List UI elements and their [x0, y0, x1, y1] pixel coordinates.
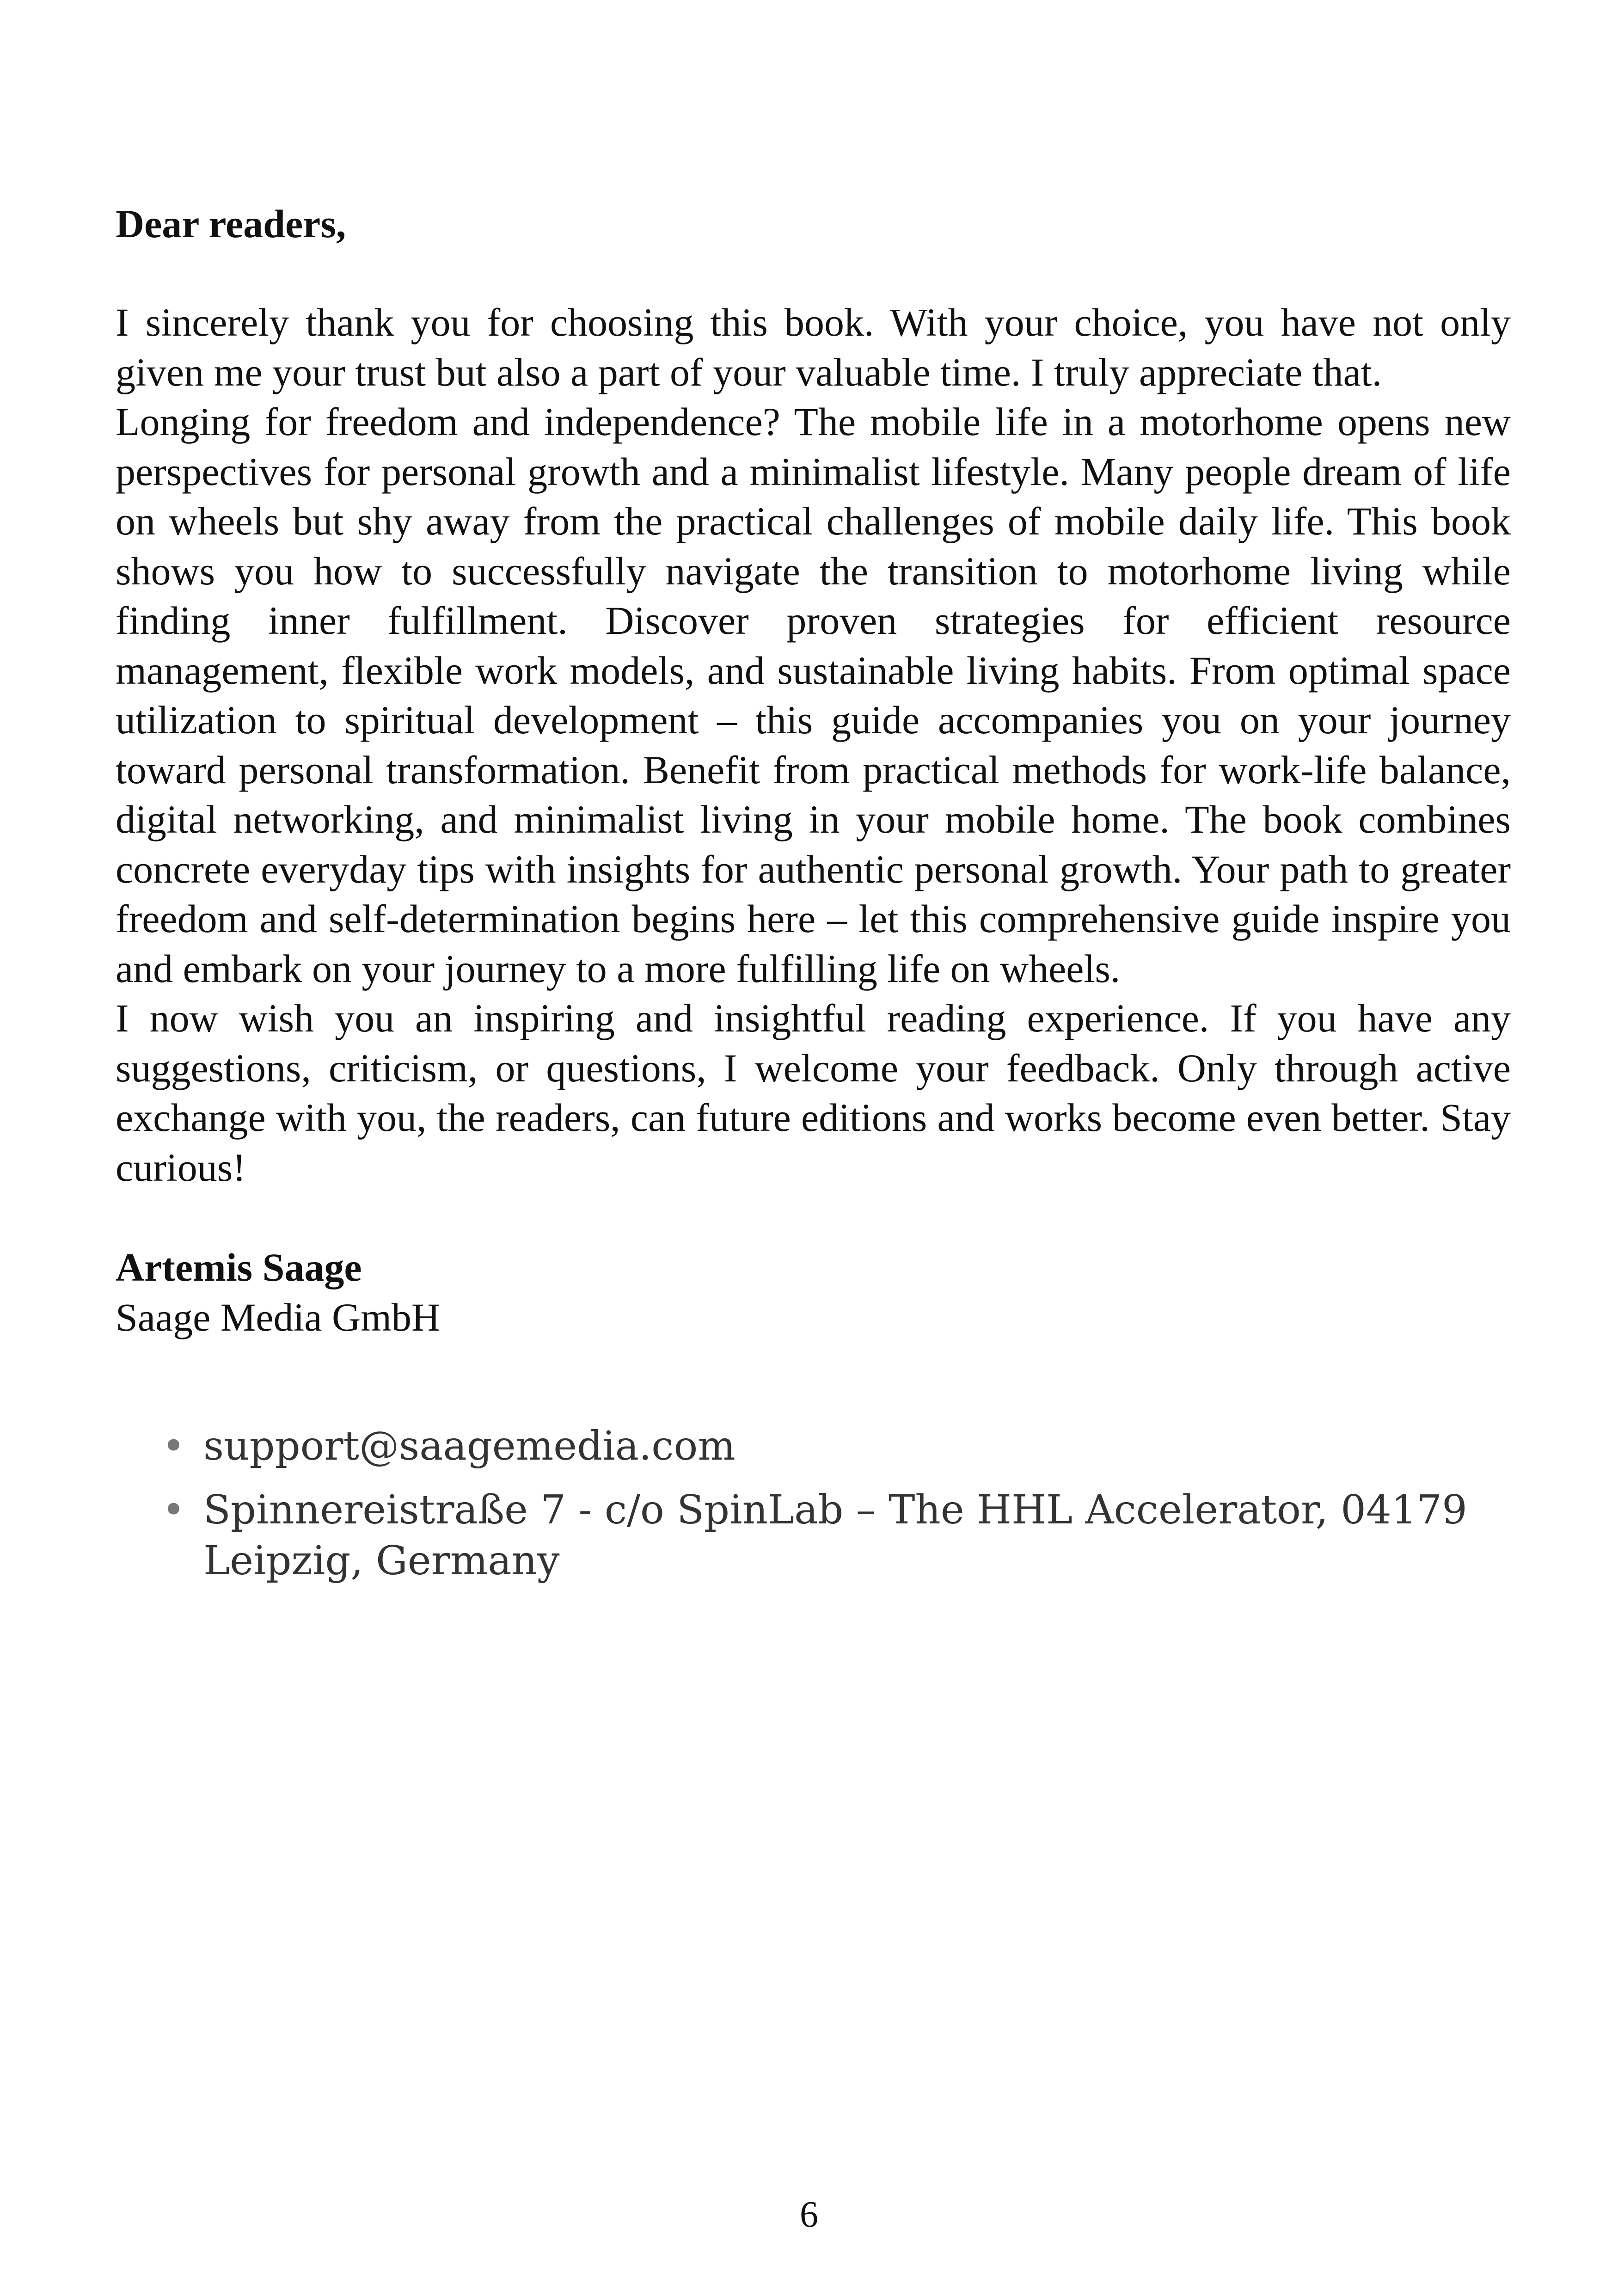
contact-email[interactable]: support@saagemedia.com — [203, 1423, 735, 1469]
contact-email-item — [162, 1421, 1511, 1472]
contact-list — [116, 1421, 1511, 1586]
contact-address: Spinnereistraße 7 - c/o SpinLab – The HHL Accelerator, 04179 Leipzig, Germany — [203, 1487, 1467, 1584]
paragraph-book-description: Longing for freedom and independence? The mobile life in a motorhome opens new perspectives for personal growth and a minimalist lifestyle. Many people dream of life on wheels but shy away from the practical challenges of mobile daily life. This book shows you how to successfully navigate the transition to motorhome living while finding inner fulfillment. Discover proven strategies for efficient resource management, flexible work models, and sustainable living habits. From optimal space utilization to spiritual development – this guide accompanies you on your journey toward personal transformation. Benefit from practical methods for work-life balance, digital networking, and minimalist living in your mobile home. The book combines concrete everyday tips with insights for authentic personal growth. Your path to greater freedom and self-determination begins here – let this comprehensive guide inspire you and embark on your journey to a more fulfilling life on wheels. — [116, 399, 1511, 991]
contact-address-item — [162, 1485, 1511, 1586]
bullet-icon: • — [162, 1423, 185, 1469]
bullet-icon: • — [162, 1487, 185, 1533]
letter-page — [116, 199, 1511, 1599]
signature-block — [116, 1242, 1511, 1342]
author-name: Artemis Saage — [116, 1245, 362, 1289]
salutation: Dear readers, — [116, 202, 346, 246]
paragraph-closing: I now wish you an inspiring and insightful reading experience. If you have any suggestions, criticism, or questions, I welcome your feedback. Only through active exchange with you, the readers, can future editions and works become even better. Stay curious! — [116, 996, 1511, 1190]
paragraph-thanks: I sincerely thank you for choosing this book. With your choice, you have not only given me your trust but also a part of your valuable time. I truly appreciate that. — [116, 300, 1511, 394]
company-name: Saage Media GmbH — [116, 1295, 441, 1339]
page-number: 6 — [800, 2194, 818, 2235]
letter-body — [116, 298, 1511, 1192]
